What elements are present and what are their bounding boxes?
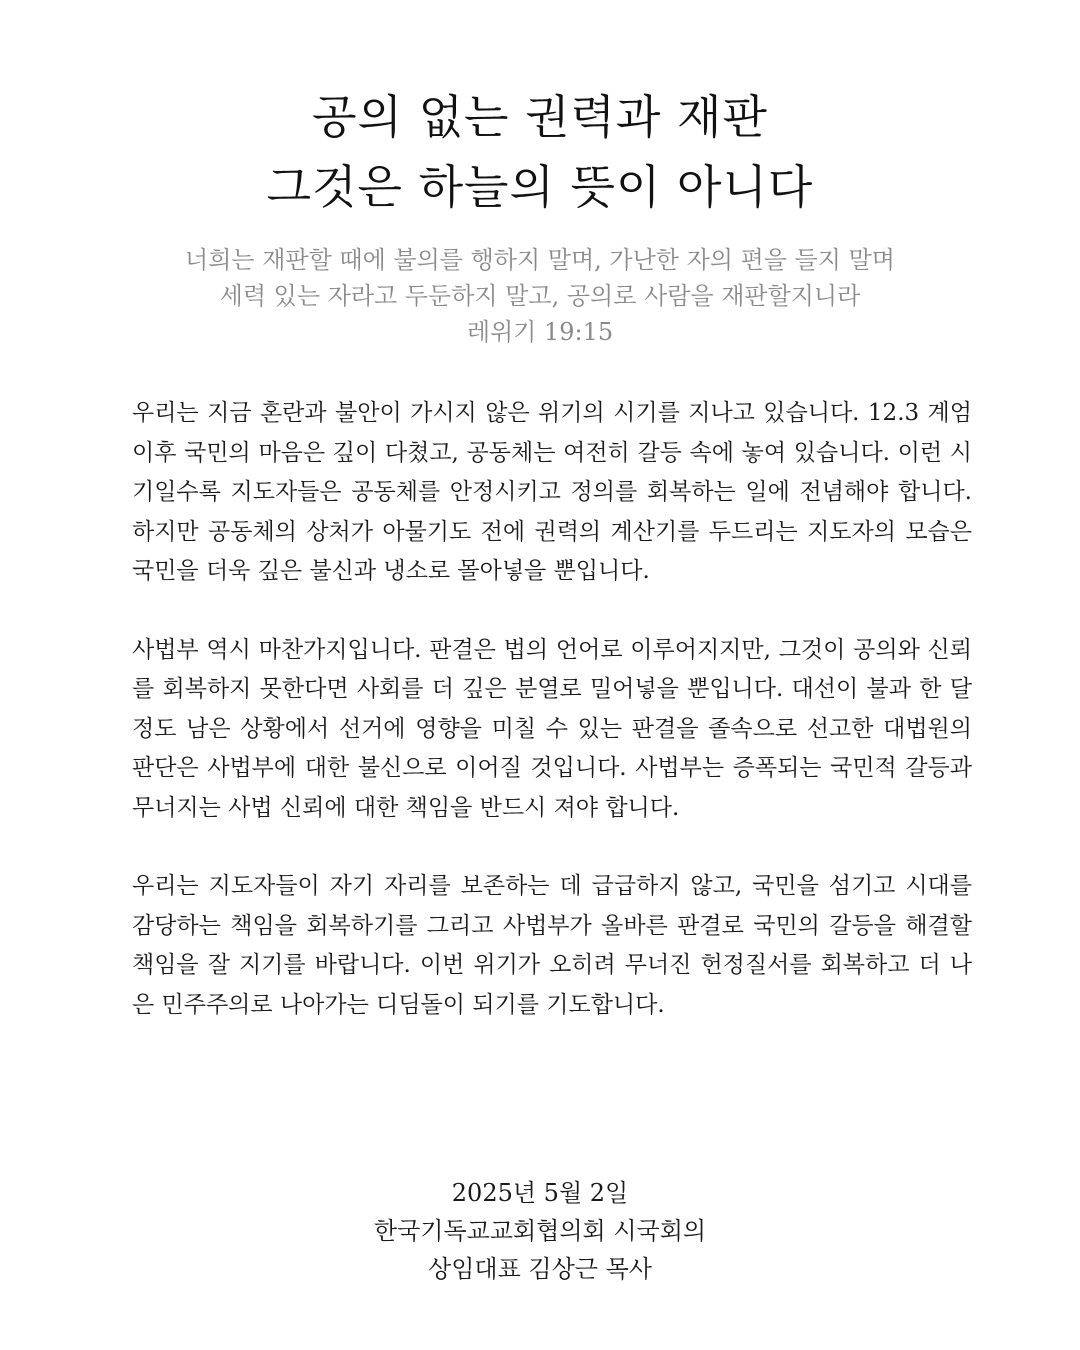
signature-representative: 상임대표 김상근 목사 xyxy=(428,1255,652,1283)
signature-organization: 한국기독교교회협의회 시국회의 xyxy=(373,1217,707,1245)
verse-line-2: 세력 있는 자라고 두둔하지 말고, 공의로 사람을 재판할지니라 xyxy=(219,282,861,310)
title-line-1: 공의 없는 권력과 재판 xyxy=(312,90,768,144)
body-paragraph-2: 사법부 역시 마찬가지입니다. 판결은 법의 언어로 이루어지지만, 그것이 공의와 신뢰를 회복하지 못한다면 사회를 더 깊은 분열로 밀어넣을 뿐입니다. 대선이 불과 한 달 정도 남은 상황에서 선거에 영향을 미칠 수 있는 판결을 졸속으로 선고한 대법원의 판단은 사법부에 대한 불신으로 이어질 것입니다. 사법부는 증폭되는 국민적 갈등과 무너지는 사법 신뢰에 대한 책임을 반드시 져야 합니다. xyxy=(132,636,972,821)
title-line-2: 그것은 하늘의 뜻이 아니다 xyxy=(266,160,814,214)
signature-block xyxy=(0,1174,1080,1288)
verse-line-1: 너희는 재판할 때에 불의를 행하지 말며, 가난한 자의 편을 들지 말며 xyxy=(185,246,895,274)
body-paragraph-3: 우리는 지도자들이 자기 자리를 보존하는 데 급급하지 않고, 국민을 섬기고 시대를 감당하는 책임을 회복하기를 그리고 사법부가 올바른 판결로 국민의 갈등을 해결할 책임을 잘 지기를 바랍니다. 이번 위기가 오히려 무너진 헌정질서를 회복하고 더 나은 민주주의로 나아가는 디딤돌이 되기를 기도합니다. xyxy=(132,873,972,1018)
body-paragraph-1: 우리는 지금 혼란과 불안이 가시지 않은 위기의 시기를 지나고 있습니다. 12.3 계엄 이후 국민의 마음은 깊이 다쳤고, 공동체는 여전히 갈등 속에 놓여 있습니다. 이런 시기일수록 지도자들은 공동체를 안정시키고 정의를 회복하는 일에 전념해야 합니다. 하지만 공동체의 상처가 아물기도 전에 권력의 계산기를 두드리는 지도자의 모습은 국민을 더욱 깊은 불신과 냉소로 몰아넣을 뿐입니다. xyxy=(132,400,972,584)
signature-date: 2025년 5월 2일 xyxy=(451,1179,629,1207)
verse-reference: 레위기 19:15 xyxy=(466,318,614,346)
scripture-quote xyxy=(0,242,1080,350)
statement-body xyxy=(132,394,972,1064)
page-title xyxy=(0,82,1080,222)
